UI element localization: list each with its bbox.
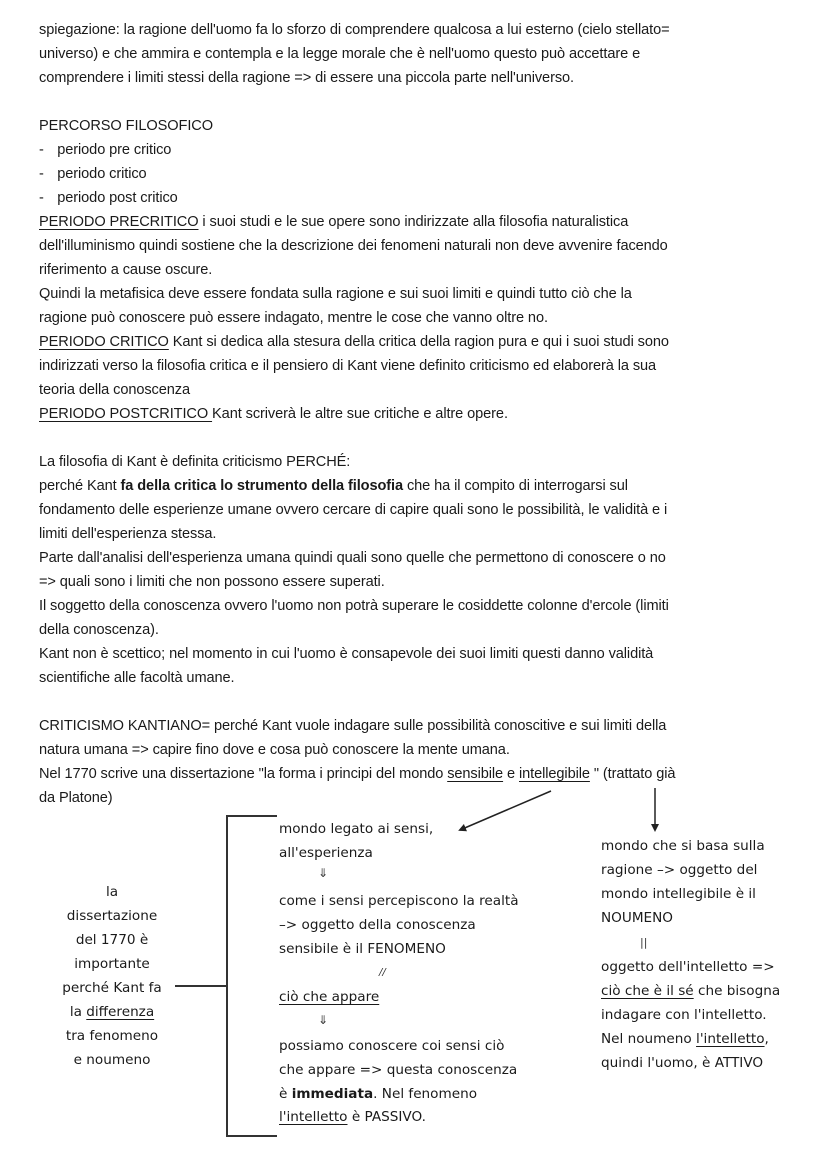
intro-line-1: spiegazione: la ragione dell'uomo fa lo sforzo di comprendere qualcosa a lui esterno (cielo stellato= xyxy=(39,21,670,38)
bullet-dash: - xyxy=(39,141,44,158)
criticismo-line-7: Il soggetto della conoscenza ovvero l'uomo non potrà superare le cosiddette colonne d'ercole (limiti xyxy=(39,597,669,614)
bullet-dash: - xyxy=(39,165,44,182)
diagram-right-l7: indagare con l'intelletto. xyxy=(601,1007,767,1023)
section-title-percorso: PERCORSO FILOSOFICO xyxy=(39,117,213,134)
precritico-text: i suoi studi e le sue opere sono indirizzate alla filosofia naturalistica xyxy=(198,213,629,230)
diagram-right-l9: quindi l'uomo, è ATTIVO xyxy=(601,1055,764,1071)
critico-label: PERIODO CRITICO xyxy=(39,333,169,350)
bullet-dash: - xyxy=(39,189,44,206)
term-cio-che-appare: ciò che appare xyxy=(279,989,380,1005)
criticismo-bold-phrase: fa della critica lo strumento della filosofia xyxy=(120,477,404,494)
intro-line-2: universo) e che ammira e contempla e la legge morale che è nell'uomo questo può accettare e xyxy=(39,45,641,62)
term-cio-che-e-il-se: ciò che è il sé xyxy=(601,983,694,999)
implies-arrow-icon: ⇓ xyxy=(318,1013,329,1027)
precritico-label: PERIODO PRECRITICO xyxy=(39,213,199,230)
critico-text: Kant si dedica alla stesura della critica della ragion pura e qui i suoi studi sono xyxy=(168,333,669,350)
diagram-left-line: e noumeno xyxy=(73,1052,151,1068)
criticismo-text: che ha il compito di interrogarsi sul xyxy=(403,477,628,494)
criticismo-line-1: La filosofia di Kant è definita criticismo PERCHÉ: xyxy=(39,453,351,470)
list-item-text: periodo post critico xyxy=(57,189,178,206)
precritico-line-3: riferimento a cause oscure. xyxy=(39,261,213,278)
criticismo-line-6: => quali sono i limiti che non possono essere superati. xyxy=(39,573,385,590)
diagram-text-fragment: è PASSIVO. xyxy=(347,1109,426,1125)
diagram-text-fragment: che bisogna xyxy=(693,983,781,999)
criticismo-line-3: fondamento delle esperienze umane ovvero cercare di capire quali sono le possibilità, le validità e i xyxy=(39,501,668,518)
implies-arrow-icon: ⇓ xyxy=(318,866,329,880)
criticismo-text: perché Kant xyxy=(39,477,121,494)
precritico-line-4: Quindi la metafisica deve essere fondata sulla ragione e sui suoi limiti e quindi tutto ciò che la xyxy=(39,285,632,302)
diagram-middle-l5: sensibile è il FENOMENO xyxy=(279,941,446,957)
diagram-text-fragment: Nel noumeno xyxy=(601,1031,697,1047)
critico-line-3: teoria della conoscenza xyxy=(39,381,190,398)
precritico-line-5: ragione può conoscere può essere indagato, mentre le cose che vanno oltre no. xyxy=(39,309,548,326)
list-item-text: periodo critico xyxy=(57,165,147,182)
criticismo-line-10: scientifiche alle facoltà umane. xyxy=(39,669,235,686)
criticismo-line-8: della conoscenza). xyxy=(39,621,159,638)
postcritico-label: PERIODO POSTCRITICO xyxy=(39,405,213,422)
diagram-right-l2: ragione –> oggetto del xyxy=(601,862,758,878)
diagram-middle-l4: –> oggetto della conoscenza xyxy=(279,917,476,933)
diagram-right-l3: mondo intellegibile è il xyxy=(601,886,756,902)
term-intelletto: l'intelletto xyxy=(696,1031,765,1047)
kantiano-line-2: natura umana => capire fino dove e cosa può conoscere la mente umana. xyxy=(39,741,510,758)
term-sensibile: sensibile xyxy=(447,765,504,782)
diagram-middle-l2: all'esperienza xyxy=(279,845,373,861)
diagram-left-line: tra fenomeno xyxy=(65,1028,159,1044)
term-immediata: immediata xyxy=(291,1086,374,1102)
equals-slash-icon: // xyxy=(379,967,386,978)
equals-icon: || xyxy=(640,936,648,949)
postcritico-text: Kant scriverà le altre sue critiche e altre opere. xyxy=(212,405,508,422)
diagram-left-text-fragment: la xyxy=(69,1004,87,1020)
diagram-middle-l8: che appare => questa conoscenza xyxy=(279,1062,518,1078)
diagram-right-l4: NOUMENO xyxy=(601,910,674,926)
diagram-left-line: importante xyxy=(74,956,150,972)
criticismo-line-5: Parte dall'analisi dell'esperienza umana quindi quali sono quelle che permettono di conoscere o no xyxy=(39,549,666,566)
list-item-text: periodo pre critico xyxy=(57,141,172,158)
diagram-text-fragment: è xyxy=(279,1086,292,1102)
diagram-left-line: dissertazione xyxy=(66,908,158,924)
criticismo-line-9: Kant non è scettico; nel momento in cui l'uomo è consapevole dei suoi limiti questi danno validità xyxy=(39,645,654,662)
intro-line-3: comprendere i limiti stessi della ragione => di essere una piccola parte nell'universo. xyxy=(39,69,574,86)
term-intelletto: l'intelletto xyxy=(279,1109,348,1125)
diagram-left-line: perché Kant fa xyxy=(62,980,162,996)
arrow-sensibile-to-mondo-sensi xyxy=(460,791,551,830)
diagram-middle-l7: possiamo conoscere coi sensi ciò xyxy=(279,1038,505,1054)
kantiano-text: " (trattato già xyxy=(589,765,676,782)
diagram-middle-l3: come i sensi percepiscono la realtà xyxy=(279,893,519,909)
diagram-left-line: del 1770 è xyxy=(75,932,149,948)
diagram-right-l1: mondo che si basa sulla xyxy=(601,838,765,854)
precritico-line-2: dell'illuminismo quindi sostiene che la descrizione dei fenomeni naturali non deve avvenire facendo xyxy=(39,237,668,254)
diagram-middle-l1: mondo legato ai sensi, xyxy=(279,821,434,837)
diagram-text-fragment: . Nel fenomeno xyxy=(373,1086,478,1102)
kantiano-line-1: CRITICISMO KANTIANO= perché Kant vuole indagare sulle possibilità conoscitive e sui limiti della xyxy=(39,717,667,734)
diagram-left-line: la xyxy=(105,884,119,900)
kantiano-text: e xyxy=(503,765,519,782)
kantiano-line-4: da Platone) xyxy=(39,789,113,806)
diagram-text-fragment: , xyxy=(764,1031,769,1047)
critico-line-2: indirizzati verso la filosofia critica e il pensiero di Kant viene definito criticismo ed elaborerà la sua xyxy=(39,357,657,374)
term-intellegibile: intellegibile xyxy=(519,765,590,782)
term-differenza: differenza xyxy=(86,1004,155,1020)
criticismo-line-4: limiti dell'esperienza stessa. xyxy=(39,525,217,542)
diagram-right-l5: oggetto dell'intelletto => xyxy=(601,959,775,975)
kantiano-text: Nel 1770 scrive una dissertazione "la forma i principi del mondo xyxy=(39,765,448,782)
